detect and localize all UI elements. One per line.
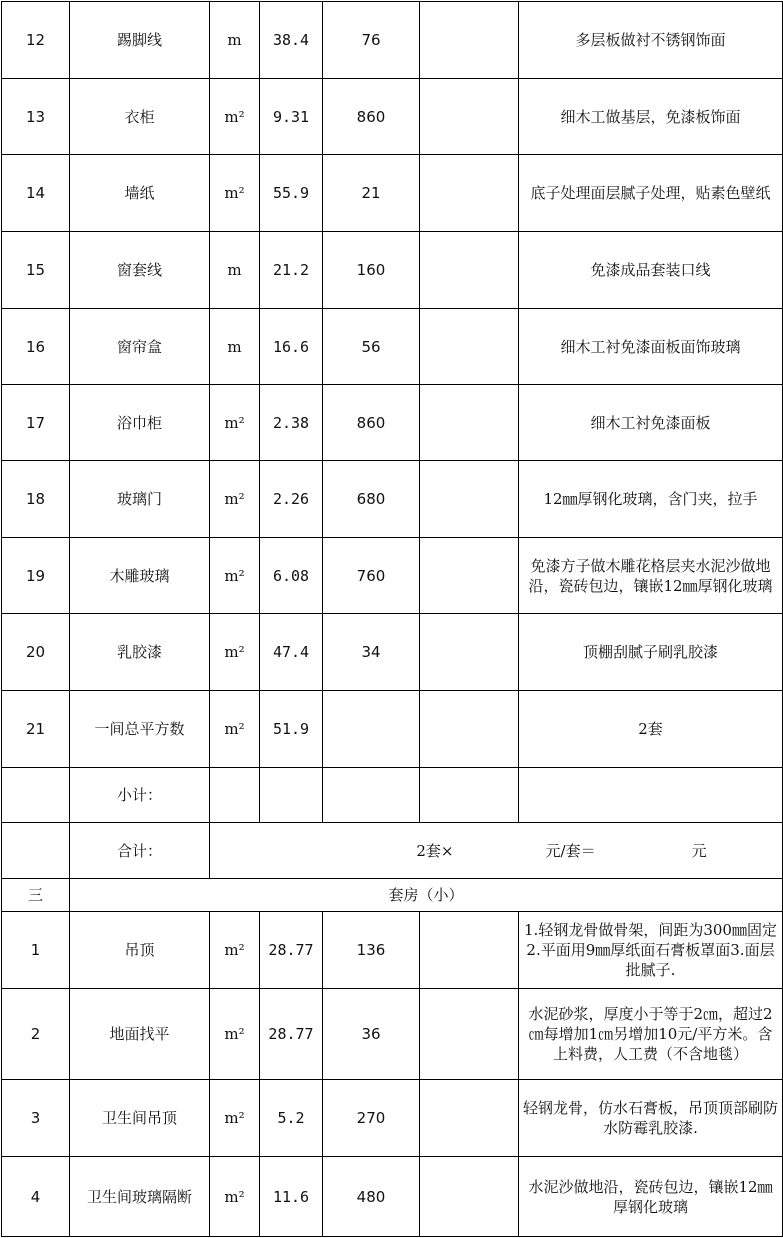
cell-amount: [420, 1080, 519, 1157]
cell-unit: m²: [210, 1157, 260, 1237]
cell-remarks: 12㎜厚钢化玻璃，含门夹，拉手: [519, 461, 783, 538]
cell-quantity: 6.08: [260, 538, 323, 614]
cell-unit: m²: [210, 461, 260, 538]
cell-unit-price: 36: [323, 989, 420, 1080]
cell-quantity: 28.77: [260, 912, 323, 989]
table-row: [2, 989, 783, 1080]
table-row: [2, 1080, 783, 1157]
table-row: [2, 1157, 783, 1237]
cell-amount: [420, 2, 519, 79]
cell-unit: m²: [210, 79, 260, 155]
section-title: 套房（小）: [70, 879, 783, 912]
cell-remarks: 2套: [519, 691, 783, 768]
cell-item-number: 1: [2, 912, 70, 989]
cell-remarks: 水泥砂浆，厚度小于等于2㎝，超过2㎝每增加1㎝另增加10元/平方米。含上料费，人工费（不含地毯）: [519, 989, 783, 1080]
table-body-summary: [2, 768, 783, 912]
cell-quantity: 51.9: [260, 691, 323, 768]
cell-item-name: 踢脚线: [70, 2, 210, 79]
cell-unit-price: 270: [323, 1080, 420, 1157]
cell-quantity: 38.4: [260, 2, 323, 79]
grand-total-formula: [210, 823, 783, 879]
cell-amount: [420, 232, 519, 309]
cell-item-number: 14: [2, 155, 70, 232]
cell-item-number: 2: [2, 989, 70, 1080]
cell-amount: [420, 912, 519, 989]
cell-unit-price: 160: [323, 232, 420, 309]
table-row: [2, 232, 783, 309]
cell-amount: [420, 614, 519, 691]
table-body-section-2: [2, 2, 783, 768]
section-number: 三: [2, 879, 70, 912]
cell-remarks: 轻钢龙骨，仿水石膏板，吊顶顶部刷防水防霉乳胶漆.: [519, 1080, 783, 1157]
cell-quantity: 11.6: [260, 1157, 323, 1237]
cell-remarks: 免漆成品套装口线: [519, 232, 783, 309]
cell-quantity: 5.2: [260, 1080, 323, 1157]
cell-quantity: 16.6: [260, 309, 323, 385]
cell-item-number: 12: [2, 2, 70, 79]
cell-item-name: 卫生间玻璃隔断: [70, 1157, 210, 1237]
total-per-set: 元/套＝: [545, 841, 596, 860]
cell-remarks: 免漆方子做木雕花格层夹水泥沙做地沿，瓷砖包边，镶嵌12㎜厚钢化玻璃: [519, 538, 783, 614]
total-currency: 元: [691, 841, 707, 860]
cell-amount: [420, 155, 519, 232]
cell-item-name: 浴巾柜: [70, 385, 210, 461]
cell-unit-price: [323, 691, 420, 768]
cell-remarks: 水泥沙做地沿，瓷砖包边，镶嵌12㎜厚钢化玻璃: [519, 1157, 783, 1237]
table-row: [2, 309, 783, 385]
cell-quantity: 2.26: [260, 461, 323, 538]
cell-unit-price: 76: [323, 2, 420, 79]
cell-unit: m: [210, 2, 260, 79]
grand-total-label: 合计：: [70, 823, 210, 879]
cell-item-name: 木雕玻璃: [70, 538, 210, 614]
cell-item-name: 窗套线: [70, 232, 210, 309]
cell-unit: m²: [210, 691, 260, 768]
cell-item-name: 地面找平: [70, 989, 210, 1080]
cell-amount: [420, 309, 519, 385]
table-row: [2, 385, 783, 461]
cell-amount: [420, 989, 519, 1080]
cell-item-number: 13: [2, 79, 70, 155]
table-row: [2, 461, 783, 538]
cell-item-name: 卫生间吊顶: [70, 1080, 210, 1157]
cell-item-name: 衣柜: [70, 79, 210, 155]
cell-remarks: 多层板做衬不锈钢饰面: [519, 2, 783, 79]
cell-remarks: 细木工衬免漆面板面饰玻璃: [519, 309, 783, 385]
cell-item-number: 18: [2, 461, 70, 538]
cell-unit: m²: [210, 614, 260, 691]
table-row: [2, 538, 783, 614]
cell-item-name: 玻璃门: [70, 461, 210, 538]
cell-item-name: 窗帘盒: [70, 309, 210, 385]
cell-unit: m: [210, 309, 260, 385]
cell-unit-price: 760: [323, 538, 420, 614]
cell-unit-price: 136: [323, 912, 420, 989]
cell-quantity: 47.4: [260, 614, 323, 691]
cell-unit: m²: [210, 538, 260, 614]
subtotal-row: [2, 768, 783, 823]
cell-item-number: 4: [2, 1157, 70, 1237]
cell-remarks: 1.轻钢龙骨做骨架，间距为300㎜固定2.平面用9㎜厚纸面石膏板罩面3.面层批腻子.: [519, 912, 783, 989]
subtotal-label: 小计：: [70, 768, 210, 823]
cell-item-number: 20: [2, 614, 70, 691]
cell-unit-price: 860: [323, 79, 420, 155]
table-body-section-3: [2, 912, 783, 1237]
cell-remarks: 细木工做基层，免漆板饰面: [519, 79, 783, 155]
grand-total-row: [2, 823, 783, 879]
cell-quantity: 2.38: [260, 385, 323, 461]
cell-item-number: 16: [2, 309, 70, 385]
cell-unit: m²: [210, 155, 260, 232]
cell-item-number: 17: [2, 385, 70, 461]
table-row: [2, 614, 783, 691]
cell-unit-price: 860: [323, 385, 420, 461]
cell-item-name: 一间总平方数: [70, 691, 210, 768]
table-row: [2, 691, 783, 768]
cell-unit: m²: [210, 912, 260, 989]
cell-remarks: 细木工衬免漆面板: [519, 385, 783, 461]
cell-item-name: 乳胶漆: [70, 614, 210, 691]
cell-unit-price: 34: [323, 614, 420, 691]
section-header-row: [2, 879, 783, 912]
cell-amount: [420, 461, 519, 538]
cell-unit: m²: [210, 385, 260, 461]
cell-unit: m²: [210, 989, 260, 1080]
cell-item-number: 3: [2, 1080, 70, 1157]
cell-amount: [420, 538, 519, 614]
cell-remarks: 底子处理面层腻子处理，贴素色壁纸: [519, 155, 783, 232]
cell-item-name: 墙纸: [70, 155, 210, 232]
cell-no: [2, 768, 70, 823]
table-row: [2, 155, 783, 232]
quote-table: [1, 1, 783, 1237]
cell-amount: [420, 1157, 519, 1237]
cell-item-name: 吊顶: [70, 912, 210, 989]
cell-amount: [420, 79, 519, 155]
table-row: [2, 79, 783, 155]
cell-unit-price: 21: [323, 155, 420, 232]
cell-quantity: 21.2: [260, 232, 323, 309]
table-row: [2, 2, 783, 79]
cell-unit-price: 480: [323, 1157, 420, 1237]
cell-unit-price: 56: [323, 309, 420, 385]
cell-unit: m: [210, 232, 260, 309]
cell-item-number: 15: [2, 232, 70, 309]
cell-amount: [420, 691, 519, 768]
cell-quantity: 28.77: [260, 989, 323, 1080]
cell-amount: [420, 385, 519, 461]
cell-item-number: 21: [2, 691, 70, 768]
cell-remarks: 顶棚刮腻子刷乳胶漆: [519, 614, 783, 691]
cell-quantity: 55.9: [260, 155, 323, 232]
total-sets: 2套×: [416, 841, 454, 860]
cell-quantity: 9.31: [260, 79, 323, 155]
cell-item-number: 19: [2, 538, 70, 614]
table-row: [2, 912, 783, 989]
cell-unit-price: 680: [323, 461, 420, 538]
cell-unit: m²: [210, 1080, 260, 1157]
